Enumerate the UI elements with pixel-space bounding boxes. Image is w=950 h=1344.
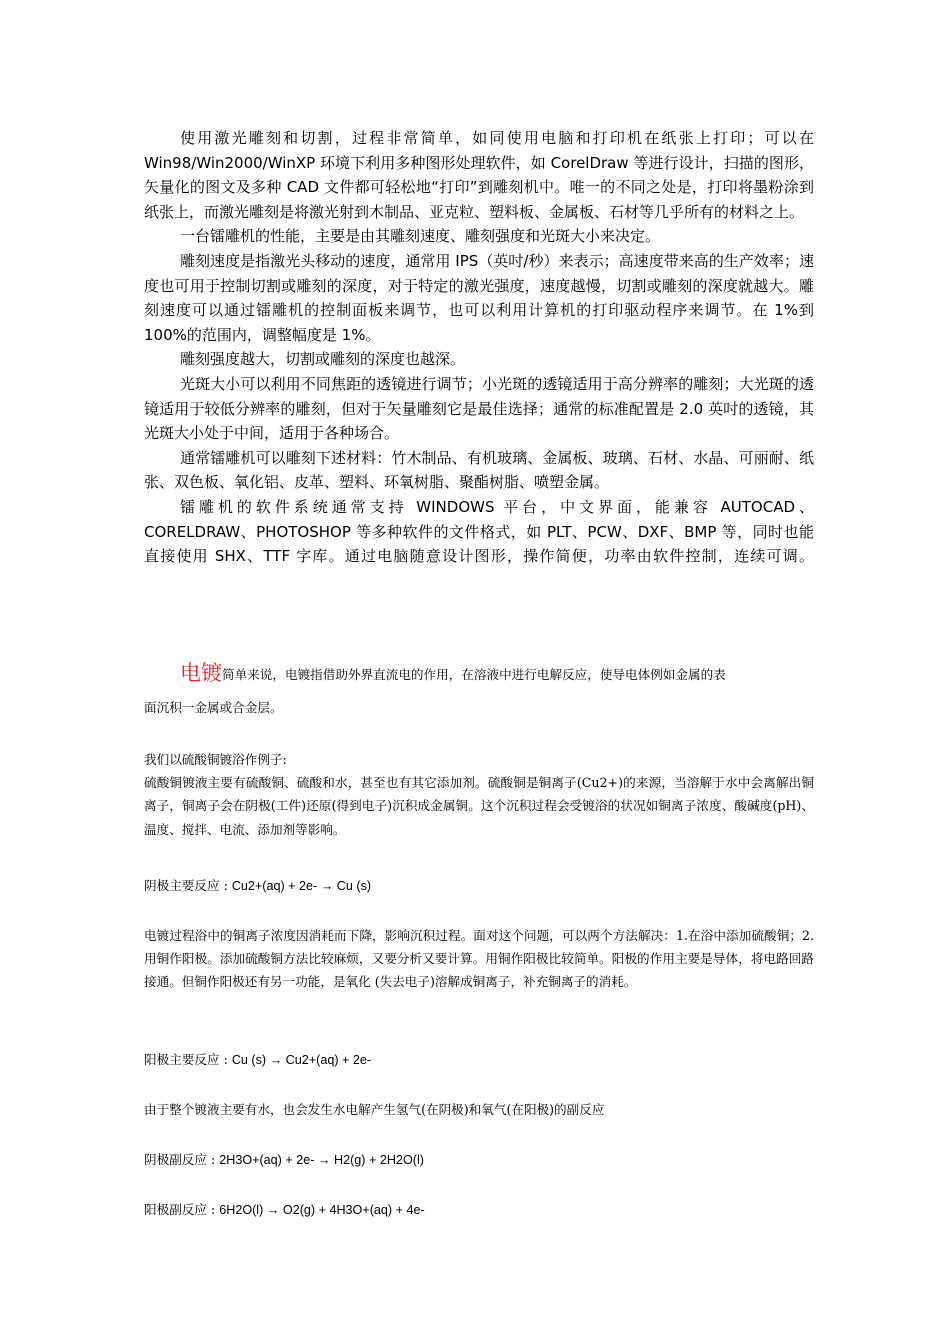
cathode-side-equation: 2H3O+(aq) + 2e- → H2(g) + 2H2O(l): [219, 1153, 424, 1167]
example-paragraph: 硫酸铜镀液主要有硫酸铜、硫酸和水，甚至也有其它添加剂。硫酸铜是铜离子(Cu2+)的来源，当溶解于水中会离解出铜离子，铜离子会在阴极(工件)还原(得到电子)沉积成金属铜。这个沉积过程会受镀浴的状况如铜离子浓度、酸碱度(pH)、温度、搅拌、电流、添加剂等影响。: [144, 775, 814, 837]
anode-side-line: [144, 1198, 814, 1222]
laser-paragraph-3: 雕刻速度是指激光头移动的速度，通常用 IPS（英吋/秒）来表示；高速度带来高的生产效率；速度也可用于控制切割或雕刻的深度，对于特定的激光强度，速度越慢，切割或雕刻的深度就越大。雕刻速度可以通过镭雕机的控制面板来调节，也可以利用计算机的打印驱动程序来调节。在 1%到 100%的范围内，调整幅度是 1%。: [144, 251, 814, 344]
electroplating-heading: 电镀: [180, 661, 222, 685]
anode-main-line: [144, 1048, 814, 1072]
cathode-main-label: 阴极主要反应 :: [144, 878, 232, 893]
laser-paragraph-5: 光斑大小可以利用不同焦距的透镜进行调节；小光斑的透镜适用于高分辨率的雕刻；大光斑的透镜适用于较低分辨率的雕刻，但对于矢量雕刻它是最佳选择；通常的标准配置是 2.0 英吋的透镜，其光斑大小处于中间，适用于各种场合。: [144, 374, 814, 443]
laser-engraving-section: [144, 126, 814, 569]
cathode-side-label: 阴极副反应 :: [144, 1152, 220, 1167]
problem-paragraph: 电镀过程浴中的铜离子浓度因消耗而下降，影响沉积过程。面对这个问题，可以两个方法解决：1.在浴中添加硫酸铜；2.用铜作阳极。添加硫酸铜方法比较麻烦，又要分析又要计算。用铜作阳极比较简单。阳极的作用主要是导体，将电路回路接通。但铜作阳极还有另一功能，是氧化 (失去电子)溶解成铜离子，补充铜离子的消耗。: [144, 928, 814, 990]
cathode-main-line: [144, 874, 814, 898]
anode-main-equation: Cu (s) → Cu2+(aq) + 2e-: [231, 1053, 372, 1067]
laser-paragraph-4: 雕刻强度越大，切割或雕刻的深度也越深。: [180, 350, 466, 369]
electroplating-intro-text: 简单来说，电镀指借助外界直流电的作用，在溶液中进行电解反应，使导电体例如金属的表: [222, 667, 726, 682]
laser-paragraph-6: 通常镭雕机可以雕刻下述材料：竹木制品、有机玻璃、金属板、玻璃、石材、水晶、可丽耐、纸张、双色板、氧化铝、皮革、塑料、环氧树脂、聚酯树脂、喷塑金属。: [144, 448, 814, 492]
water-side-reaction-note: [144, 1098, 814, 1121]
laser-paragraph-7: 镭雕机的软件系统通常支持 WINDOWS 平台，中文界面，能兼容 AUTOCAD、CORELDRAW、PHOTOSHOP 等多种软件的文件格式，如 PLT、PCW、DXF、BMP 等，同时也能直接使用 SHX、TTF 字库。通过电脑随意设计图形，操作简便，功率由软件控制，连续可调。: [144, 497, 814, 566]
example-title: 我们以硫酸铜镀浴作例子:: [144, 752, 287, 767]
anode-main-reaction: [144, 1048, 814, 1072]
cathode-side-reaction: [144, 1148, 814, 1172]
water-paragraph: 由于整个镀液主要有水，也会发生水电解产生氢气(在阴极)和氧气(在阳极)的副反应: [144, 1102, 605, 1117]
electroplating-intro-continuation: 面沉积一金属或合金层。: [144, 700, 283, 716]
anode-side-label: 阳极副反应 :: [144, 1202, 220, 1217]
laser-paragraph-2: 一台镭雕机的性能，主要是由其雕刻速度、雕刻强度和光斑大小来决定。: [180, 227, 661, 246]
anode-main-label: 阳极主要反应 :: [144, 1052, 232, 1067]
anode-side-equation: 6H2O(l) → O2(g) + 4H3O+(aq) + 4e-: [219, 1203, 425, 1217]
electroplating-intro: [144, 662, 814, 719]
cathode-main-equation: Cu2+(aq) + 2e- → Cu (s): [231, 879, 372, 893]
laser-paragraph-1: 使用激光雕刻和切割，过程非常简单，如同使用电脑和打印机在纸张上打印；可以在Win98/Win2000/WinXP 环境下利用多种图形处理软件，如 CorelDraw 等进行设计，扫描的图形，矢量化的图文及多种 CAD 文件都可轻松地“打印”到雕刻机中。唯一的不同之处是，打印将墨粉涂到纸张上，而激光雕刻是将激光射到木制品、亚克粒、塑料板、金属板、石材等几乎所有的材料之上。: [144, 129, 814, 221]
copper-sulfate-example: [144, 748, 814, 841]
cathode-main-reaction: [144, 874, 814, 898]
cathode-side-line: [144, 1148, 814, 1172]
anode-side-reaction: [144, 1198, 814, 1222]
electroplating-intro-line: [144, 662, 814, 719]
concentration-problem: [144, 924, 814, 994]
